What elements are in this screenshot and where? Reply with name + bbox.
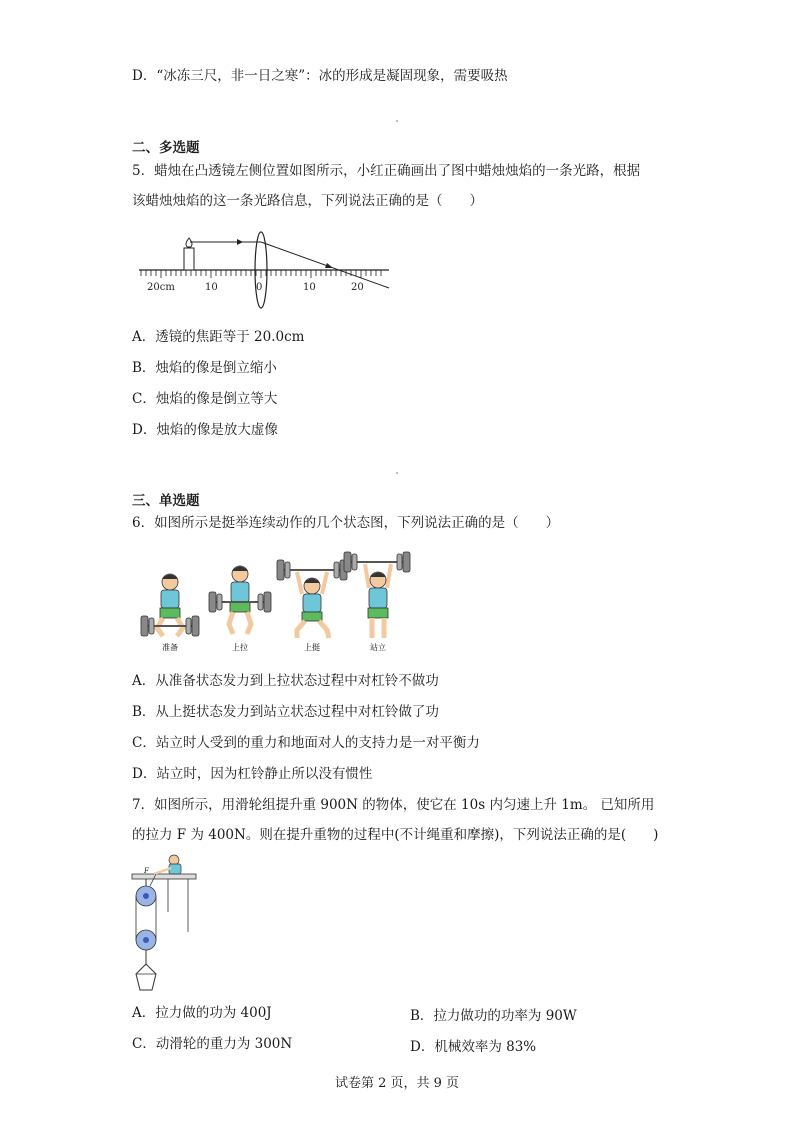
q7-option-b[interactable]: B．拉力做功的功率为 90W xyxy=(410,1008,577,1024)
weight-icon xyxy=(136,964,156,990)
lifter-jerk-icon xyxy=(277,560,347,638)
q5-option-a[interactable]: A．透镜的焦距等于 20.0cm xyxy=(132,329,305,345)
page-footer: 试卷第 2 页，共 9 页 xyxy=(334,1076,460,1091)
q5-option-c[interactable]: C．烛焰的像是倒立等大 xyxy=(132,391,278,407)
lifter-stand-icon xyxy=(344,552,410,638)
q7-stem-line2: 的拉力 F 为 400N。则在提升重物的过程中(不计绳重和摩擦)，下列说法正确的是( ) xyxy=(132,827,659,843)
section-title-single-choice: 三、单选题 xyxy=(132,493,200,509)
q6-option-a[interactable]: A．从准备状态发力到上拉状态过程中对杠铃不做功 xyxy=(132,673,439,689)
q6-option-d[interactable]: D．站立时，因为杠铃静止所以没有惯性 xyxy=(132,766,373,782)
caption-pull: 上拉 xyxy=(232,643,248,652)
q6-option-c[interactable]: C．站立时人受到的重力和地面对人的支持力是一对平衡力 xyxy=(132,735,480,751)
lifter-ready-icon xyxy=(141,574,199,636)
q7-option-c[interactable]: C．动滑轮的重力为 300N xyxy=(132,1036,293,1052)
q7-pulley-figure xyxy=(128,852,200,994)
q5-lens-figure xyxy=(135,228,395,313)
ruler-label-20: 20 xyxy=(351,282,364,293)
scan-dot xyxy=(396,472,398,474)
q6-weightlifting-figure xyxy=(137,548,417,654)
q6-option-b[interactable]: B．从上挺状态发力到站立状态过程中对杠铃做了功 xyxy=(132,704,439,720)
section-title-multiple-choice: 二、多选题 xyxy=(132,140,200,156)
candle-icon xyxy=(184,238,194,270)
ruler-label-10-left: 10 xyxy=(205,282,218,293)
scan-dot xyxy=(396,120,398,122)
force-label-f: F xyxy=(144,867,149,875)
q7-stem-line1: 7．如图所示，用滑轮组提升重 900N 的物体，使它在 10s 内匀速上升 1m。 已知所用 xyxy=(132,797,655,813)
caption-ready: 准备 xyxy=(162,643,178,652)
ruler-label-10-right: 10 xyxy=(303,282,316,293)
q5-option-d[interactable]: D．烛焰的像是放大虚像 xyxy=(132,422,278,438)
q5-stem-line1: 5．蜡烛在凸透镜左侧位置如图所示，小红正确画出了图中蜡烛烛焰的一条光路，根据 xyxy=(132,163,641,179)
ruler-label-20cm: 20cm xyxy=(147,282,175,293)
person-pulling-icon xyxy=(154,855,181,874)
q4-option-d: D．“冰冻三尺，非一日之寒”：冰的形成是凝固现象，需要吸热 xyxy=(132,68,508,84)
q5-stem-line2: 该蜡烛烛焰的这一条光路信息，下列说法正确的是（ ） xyxy=(132,193,483,209)
q5-option-b[interactable]: B．烛焰的像是倒立缩小 xyxy=(132,360,277,376)
caption-stand: 站立 xyxy=(370,643,386,652)
q7-option-a[interactable]: A．拉力做的功为 400J xyxy=(132,1005,272,1021)
ruler-label-0: 0 xyxy=(256,282,263,293)
q6-stem: 6．如图所示是挺举连续动作的几个状态图，下列说法正确的是（ ） xyxy=(132,515,560,531)
lifter-pull-icon xyxy=(209,566,271,634)
caption-jerk: 上挺 xyxy=(304,643,320,652)
q7-option-d[interactable]: D．机械效率为 83% xyxy=(410,1039,537,1055)
